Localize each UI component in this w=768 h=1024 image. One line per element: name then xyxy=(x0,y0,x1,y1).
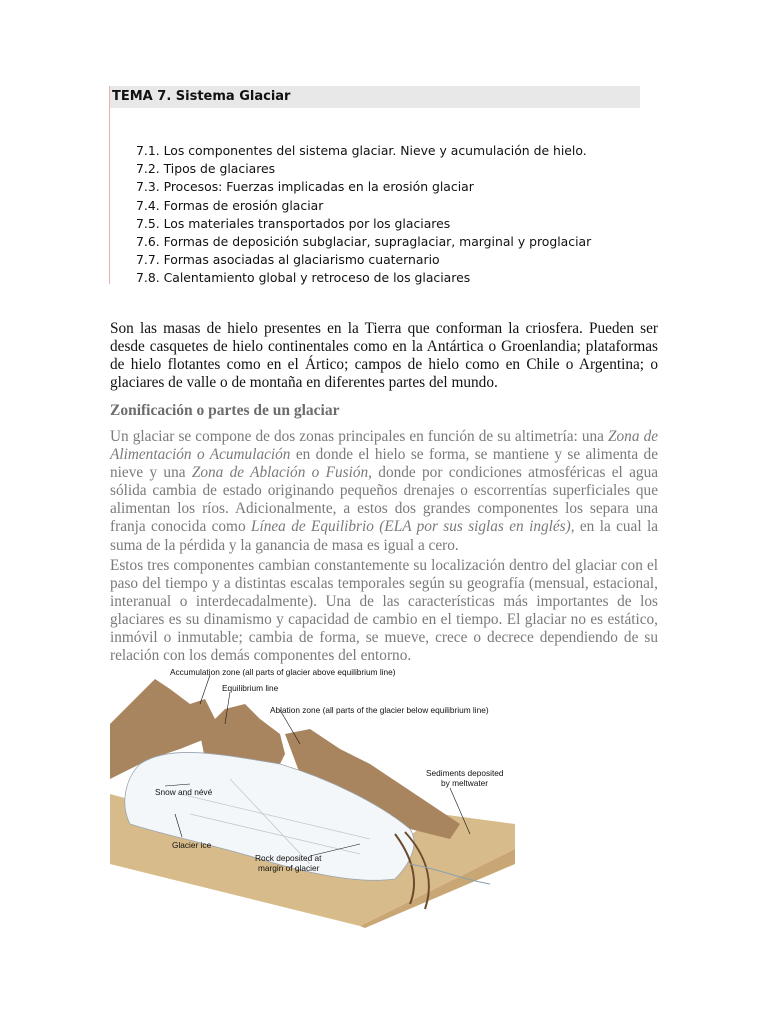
topic-item: 7.5. Los materiales transportados por los glaciares xyxy=(136,215,451,231)
label-sediments-2: by meltwater xyxy=(441,778,489,788)
topic-item: 7.4. Formas de erosión glaciar xyxy=(136,197,324,213)
text-run: en donde el hielo se forma, se mantiene y se alimenta de nieve y una xyxy=(110,446,658,482)
emphasis-ablation: Zona de Ablación o Fusión, xyxy=(191,464,372,482)
topic-item: 7.6. Formas de deposición subglaciar, supraglaciar, marginal y proglaciar xyxy=(136,233,592,249)
label-sediments-1: Sediments deposited xyxy=(426,768,504,778)
topic-item: 7.7. Formas asociadas al glaciarismo cuaternario xyxy=(136,252,440,268)
topic-title: TEMA 7. Sistema Glaciar xyxy=(112,89,291,104)
topic-box xyxy=(109,86,640,284)
topic-item: 7.3. Procesos: Fuerzas implicadas en la erosión glaciar xyxy=(136,179,474,195)
dynamics-paragraph: Estos tres componentes cambian constantemente su localización dentro del glaciar con el paso del tiempo y a distintas escalas temporales según su geografía (mensual, estacional, interanual o interdecadalmente). Una de las características más importantes de los glaciares es su dinamismo y capacidad de cambio en el tiempo. El glaciar no es estático, inmóvil o inmutable; cambia de forma, se mueve, crece o decrece dependiendo de su relación con los demás componentes del entorno. xyxy=(110,557,658,665)
label-glacier-ice: Glacier ice xyxy=(172,840,212,850)
text-run: donde por condiciones atmosféricas el agua sólida cambia de estado originando pequeños drenajes o escorrentías superficiales que alimentan los ríos. Adicionalmente, a estos dos grandes componentes los separa una franja conocida como xyxy=(110,464,659,536)
topic-header xyxy=(110,86,640,108)
emphasis-accumulation: Zona de Alimentación o Acumulación xyxy=(110,428,659,464)
label-equilibrium: Equilibrium line xyxy=(222,683,279,693)
topic-list xyxy=(136,142,591,288)
text-run: , en la cual la suma de la pérdida y la ganancia de masa es igual a cero. xyxy=(110,518,658,554)
topic-item: 7.2. Tipos de glaciares xyxy=(136,161,276,177)
label-accumulation: Accumulation zone (all parts of glacier above equilibrium line) xyxy=(170,667,396,677)
label-snow: Snow and névé xyxy=(155,787,213,797)
glacier-diagram xyxy=(110,664,515,928)
intro-paragraph: Son las masas de hielo presentes en la Tierra que conforman la criosfera. Pueden ser desde casquetes de hielo continentales como en la Antártica o Groenlandia; plataformas de hielo flotantes como en el Ártico; campos de hielo como en Chile o Argentina; o glaciares de valle o de montaña en diferentes partes del mundo. xyxy=(110,320,658,392)
label-ablation: Ablation zone (all parts of the glacier below equilibrium line) xyxy=(270,705,489,715)
text-run: Un glaciar se compone de dos zonas principales en función de su altimetría: una xyxy=(110,428,609,445)
label-rock-2: margin of glacier xyxy=(258,863,320,873)
zones-paragraph xyxy=(110,428,658,555)
topic-item: 7.8. Calentamiento global y retroceso de los glaciares xyxy=(136,270,471,286)
topic-item: 7.1. Los componentes del sistema glaciar. Nieve y acumulación de hielo. xyxy=(136,143,587,158)
emphasis-ela: Línea de Equilibrio (ELA por sus siglas en inglés) xyxy=(250,518,571,536)
label-rock-1: Rock deposited at xyxy=(255,853,322,863)
section-heading: Zonificación o partes de un glaciar xyxy=(110,402,340,419)
